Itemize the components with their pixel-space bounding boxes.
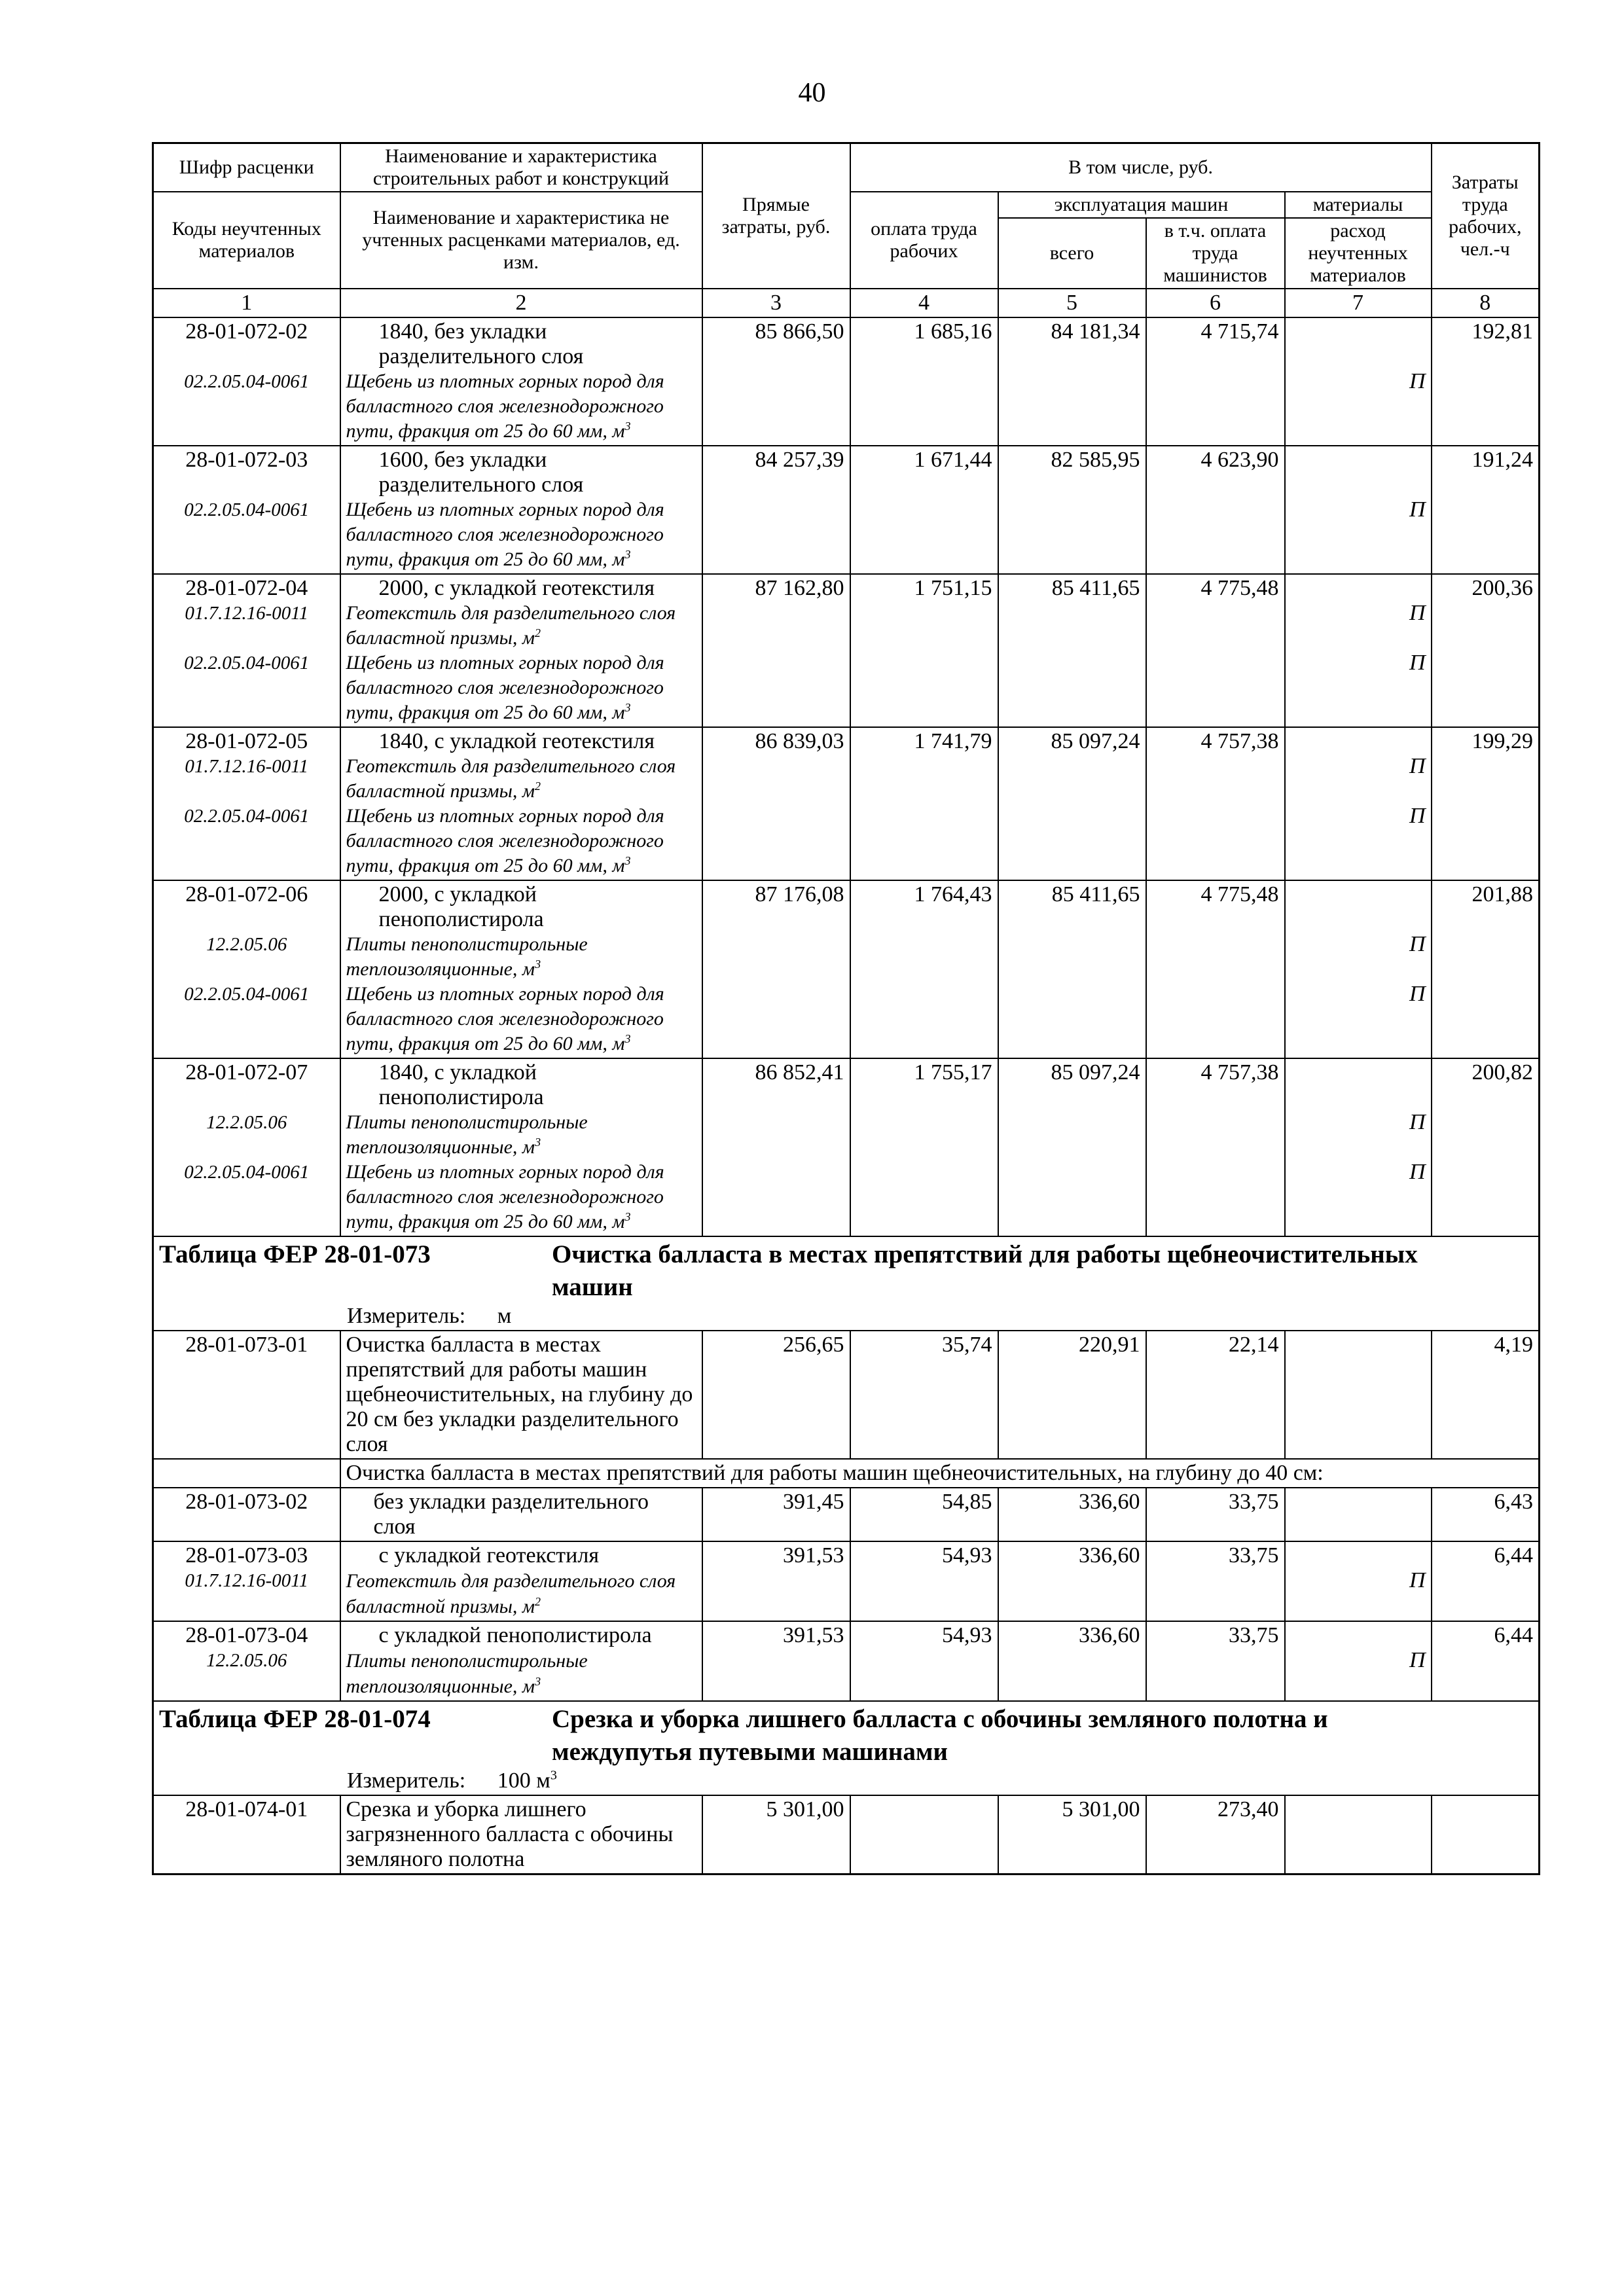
- material-name: Щебень из плотных горных пород для балластного слоя железнодорожного пути, фракция от 25 до 60 мм, $м^3$: [346, 805, 664, 876]
- material-code: 12.2.05.06: [206, 1112, 287, 1133]
- col-num: 3: [702, 289, 850, 317]
- row-name: Срезка и уборка лишнего загрязненного балласта с обочины земляного полотна: [340, 1795, 702, 1874]
- row-direct: 256,65: [702, 1331, 850, 1459]
- row-name-line1: 1840, с укладкой геотекстиля: [378, 729, 655, 753]
- table-073: [153, 1236, 1540, 1701]
- row-labor: 6,44: [1432, 1621, 1540, 1701]
- row-labor: 6,44: [1432, 1541, 1540, 1621]
- table-row: [153, 1541, 1540, 1621]
- material-flag: П: [1409, 497, 1426, 522]
- section-header-074: [153, 1701, 1540, 1795]
- row-labor: 192,81: [1432, 317, 1540, 446]
- row-machinist: 4 715,74: [1146, 317, 1285, 446]
- material-name: Плиты пенополистирольные теплоизоляционные, $м^3$: [346, 1111, 588, 1158]
- col-num: 2: [340, 289, 702, 317]
- material-name: Щебень из плотных горных пород для балластного слоя железнодорожного пути, фракция от 25 до 60 мм, $м^3$: [346, 370, 664, 442]
- row-code: 28-01-074-01: [153, 1795, 340, 1874]
- row-wages: 1 751,15: [850, 574, 998, 727]
- row-wages: 1 764,43: [850, 880, 998, 1058]
- material-code: 01.7.12.16-0011: [185, 1570, 309, 1591]
- material-code: 02.2.05.04-0061: [184, 653, 310, 673]
- row-labor: [1432, 1795, 1540, 1874]
- header-machines: эксплуатация машин: [998, 192, 1285, 218]
- row-direct: 5 301,00: [702, 1795, 850, 1874]
- row-name-line1: 2000, с укладкой: [378, 882, 537, 906]
- row-machinist: 4 623,90: [1146, 446, 1285, 574]
- row-code: 28-01-073-01: [153, 1331, 340, 1459]
- material-name: Щебень из плотных горных пород для балластного слоя железнодорожного пути, фракция от 25 до 60 мм, $м^3$: [346, 983, 664, 1054]
- row-wages: 1 671,44: [850, 446, 998, 574]
- row-wages: 54,93: [850, 1541, 998, 1621]
- col-num: 5: [998, 289, 1146, 317]
- row-machines: 85 097,24: [998, 727, 1146, 880]
- table-072-rows: [153, 317, 1540, 1236]
- row-wages: 1 755,17: [850, 1058, 998, 1236]
- row-machinist: 4 775,48: [1146, 574, 1285, 727]
- material-code: 02.2.05.04-0061: [184, 371, 310, 392]
- row-wages: [850, 1795, 998, 1874]
- row-machinist: 33,75: [1146, 1488, 1285, 1541]
- row-name-line2: разделительного слоя: [378, 344, 584, 368]
- measure-label: Измеритель:: [347, 1304, 466, 1328]
- header-machinist-wages: в т.ч. оплата труда машинистов: [1146, 218, 1285, 289]
- row-name-line2: пенополистирола: [378, 1085, 544, 1109]
- row-direct: 86 852,41: [702, 1058, 850, 1236]
- row-direct: 391,53: [702, 1621, 850, 1701]
- material-flag: П: [1409, 601, 1426, 625]
- col-num: 4: [850, 289, 998, 317]
- row-wages: 1 685,16: [850, 317, 998, 446]
- page-number: 40: [798, 78, 826, 108]
- row-machines: 336,60: [998, 1541, 1146, 1621]
- header-name: Наименование и характеристика строительных работ и конструкций: [340, 143, 702, 192]
- material-name: Щебень из плотных горных пород для балластного слоя железнодорожного пути, фракция от 25 до 60 мм, $м^3$: [346, 499, 664, 570]
- row-labor: 191,24: [1432, 446, 1540, 574]
- row-machines: 5 301,00: [998, 1795, 1146, 1874]
- column-numbers: [153, 289, 1540, 317]
- material-name: Щебень из плотных горных пород для балластного слоя железнодорожного пути, фракция от 25 до 60 мм, $м^3$: [346, 652, 664, 723]
- row-machines: 336,60: [998, 1488, 1146, 1541]
- row-name: Очистка балласта в местах препятствий для работы машин щебнеочистительных, на глубину до 20 см без укладки разделительного слоя: [340, 1331, 702, 1459]
- measure-label: Измеритель:: [347, 1768, 466, 1793]
- header-code: Шифр расценки: [153, 143, 340, 192]
- header-materials: материалы: [1285, 192, 1432, 218]
- row-machinist: 22,14: [1146, 1331, 1285, 1459]
- row-code: 28-01-073-04: [185, 1623, 308, 1647]
- table-row: [153, 727, 1540, 880]
- header-mat-codes: Коды неучтенных материалов: [153, 192, 340, 289]
- material-flag: П: [1409, 754, 1426, 778]
- material-name: Плиты пенополистирольные теплоизоляционные, $м^3$: [346, 933, 588, 980]
- row-code: 28-01-072-05: [185, 729, 308, 753]
- row-machines: 220,91: [998, 1331, 1146, 1459]
- table-header: [153, 143, 1540, 318]
- header-direct: Прямые затраты, руб.: [702, 143, 850, 289]
- table-row: [153, 1621, 1540, 1701]
- row-name-line1: 1600, без укладки: [378, 448, 547, 472]
- table-row: [153, 1331, 1540, 1459]
- row-labor: 6,43: [1432, 1488, 1540, 1541]
- measure-unit: м: [497, 1304, 512, 1328]
- row-code: 28-01-072-04: [185, 576, 308, 600]
- material-flag: П: [1409, 1648, 1426, 1672]
- row-materials: [1285, 1795, 1432, 1874]
- section-header-073: [153, 1236, 1540, 1331]
- row-labor: 200,82: [1432, 1058, 1540, 1236]
- header-materials-expense: расход неучтенных материалов: [1285, 218, 1432, 289]
- row-code: 28-01-072-02: [185, 319, 308, 344]
- table-row: [153, 1488, 1540, 1541]
- row-direct: 84 257,39: [702, 446, 850, 574]
- price-table: [152, 142, 1540, 1875]
- table-row: [153, 1058, 1540, 1236]
- row-machinist: 273,40: [1146, 1795, 1285, 1874]
- row-machines: 85 411,65: [998, 880, 1146, 1058]
- section-label: Таблица ФЕР 28-01-073: [159, 1240, 431, 1268]
- material-flag: П: [1409, 1568, 1426, 1592]
- material-code: 02.2.05.04-0061: [184, 499, 310, 520]
- header-including: В том числе, руб.: [850, 143, 1432, 192]
- row-name: без укладки разделительного слоя: [340, 1488, 702, 1541]
- row-name-line1: 1840, без укладки: [378, 319, 547, 344]
- col-num: 1: [153, 289, 340, 317]
- material-code: 02.2.05.04-0061: [184, 1162, 310, 1183]
- row-direct: 87 162,80: [702, 574, 850, 727]
- row-wages: 54,85: [850, 1488, 998, 1541]
- material-name: Щебень из плотных горных пород для балластного слоя железнодорожного пути, фракция от 25 до 60 мм, $м^3$: [346, 1161, 664, 1232]
- material-name: Плиты пенополистирольные теплоизоляционные, $м^3$: [346, 1650, 588, 1697]
- material-name: Геотекстиль для разделительного слоя балластной призмы, $м^2$: [346, 1570, 676, 1617]
- row-machinist: 4 775,48: [1146, 880, 1285, 1058]
- table-074: [153, 1701, 1540, 1874]
- material-flag: П: [1409, 804, 1426, 828]
- row-machinist: 33,75: [1146, 1621, 1285, 1701]
- row-labor: 200,36: [1432, 574, 1540, 727]
- material-flag: П: [1409, 1110, 1426, 1134]
- row-name-line1: 1840, с укладкой: [378, 1060, 537, 1085]
- section-label: Таблица ФЕР 28-01-074: [159, 1705, 431, 1733]
- row-direct: 86 839,03: [702, 727, 850, 880]
- measure-line: [159, 1304, 1533, 1329]
- header-labor: Затраты труда рабочих, чел.-ч: [1432, 143, 1540, 289]
- table-row: [153, 446, 1540, 574]
- header-machines-total: всего: [998, 218, 1146, 289]
- material-code: 01.7.12.16-0011: [185, 603, 309, 624]
- row-name-line2: пенополистирола: [378, 907, 544, 931]
- table-row: [153, 317, 1540, 446]
- row-labor: 4,19: [1432, 1331, 1540, 1459]
- row-wages: 54,93: [850, 1621, 998, 1701]
- col-num: 6: [1146, 289, 1285, 317]
- row-materials: [1285, 1331, 1432, 1459]
- section-title: Срезка и уборка лишнего балласта с обочины земляного полотна и междупутья путевыми машинами: [552, 1705, 1328, 1766]
- empty-cell: [153, 1459, 340, 1488]
- row-direct: 391,45: [702, 1488, 850, 1541]
- row-machinist: 4 757,38: [1146, 727, 1285, 880]
- table-row: [153, 1795, 1540, 1874]
- row-machines: 82 585,95: [998, 446, 1146, 574]
- col-num: 7: [1285, 289, 1432, 317]
- row-wages: 1 741,79: [850, 727, 998, 880]
- row-machines: 84 181,34: [998, 317, 1146, 446]
- row-labor: 201,88: [1432, 880, 1540, 1058]
- row-direct: 391,53: [702, 1541, 850, 1621]
- row-machines: 85 097,24: [998, 1058, 1146, 1236]
- material-code: 02.2.05.04-0061: [184, 806, 310, 827]
- material-flag: П: [1409, 932, 1426, 956]
- material-name: Геотекстиль для разделительного слоя балластной призмы, $м^2$: [346, 755, 676, 802]
- row-wages: 35,74: [850, 1331, 998, 1459]
- row-machines: 85 411,65: [998, 574, 1146, 727]
- row-name: с укладкой пенополистирола: [378, 1623, 652, 1647]
- row-labor: 199,29: [1432, 727, 1540, 880]
- row-direct: 85 866,50: [702, 317, 850, 446]
- material-code: 12.2.05.06: [206, 934, 287, 955]
- row-code: 28-01-072-03: [185, 448, 308, 472]
- row-name-line2: разделительного слоя: [378, 473, 584, 497]
- measure-unit: 100 $м^3$: [497, 1768, 557, 1793]
- row-code: 28-01-073-02: [153, 1488, 340, 1541]
- material-code: 02.2.05.04-0061: [184, 984, 310, 1005]
- material-name: Геотекстиль для разделительного слоя балластной призмы, $м^2$: [346, 602, 676, 649]
- measure-line: [159, 1768, 1533, 1793]
- row-direct: 87 176,08: [702, 880, 850, 1058]
- row-materials: [1285, 1488, 1432, 1541]
- material-code: 01.7.12.16-0011: [185, 756, 309, 777]
- header-wages: оплата труда рабочих: [850, 192, 998, 289]
- material-flag: П: [1409, 369, 1426, 393]
- row-code: 28-01-073-03: [185, 1543, 308, 1568]
- subheading: Очистка балласта в местах препятствий для работы машин щебнеочистительных, на глубину до 40 см:: [340, 1459, 1540, 1488]
- material-flag: П: [1409, 1160, 1426, 1184]
- table-row: [153, 574, 1540, 727]
- row-machines: 336,60: [998, 1621, 1146, 1701]
- row-code: 28-01-072-06: [185, 882, 308, 906]
- header-mat-names: Наименование и характеристика не учтенных расценками материалов, ед. изм.: [340, 192, 702, 289]
- row-code: 28-01-072-07: [185, 1060, 308, 1085]
- material-code: 12.2.05.06: [206, 1650, 287, 1671]
- section-title: Очистка балласта в местах препятствий для работы щебнеочистительных машин: [552, 1240, 1418, 1301]
- row-name-line1: 2000, с укладкой геотекстиля: [378, 576, 655, 600]
- material-flag: П: [1409, 982, 1426, 1006]
- material-flag: П: [1409, 651, 1426, 675]
- table-row: [153, 880, 1540, 1058]
- row-machinist: 4 757,38: [1146, 1058, 1285, 1236]
- row-name: с укладкой геотекстиля: [378, 1543, 599, 1568]
- col-num: 8: [1432, 289, 1540, 317]
- row-machinist: 33,75: [1146, 1541, 1285, 1621]
